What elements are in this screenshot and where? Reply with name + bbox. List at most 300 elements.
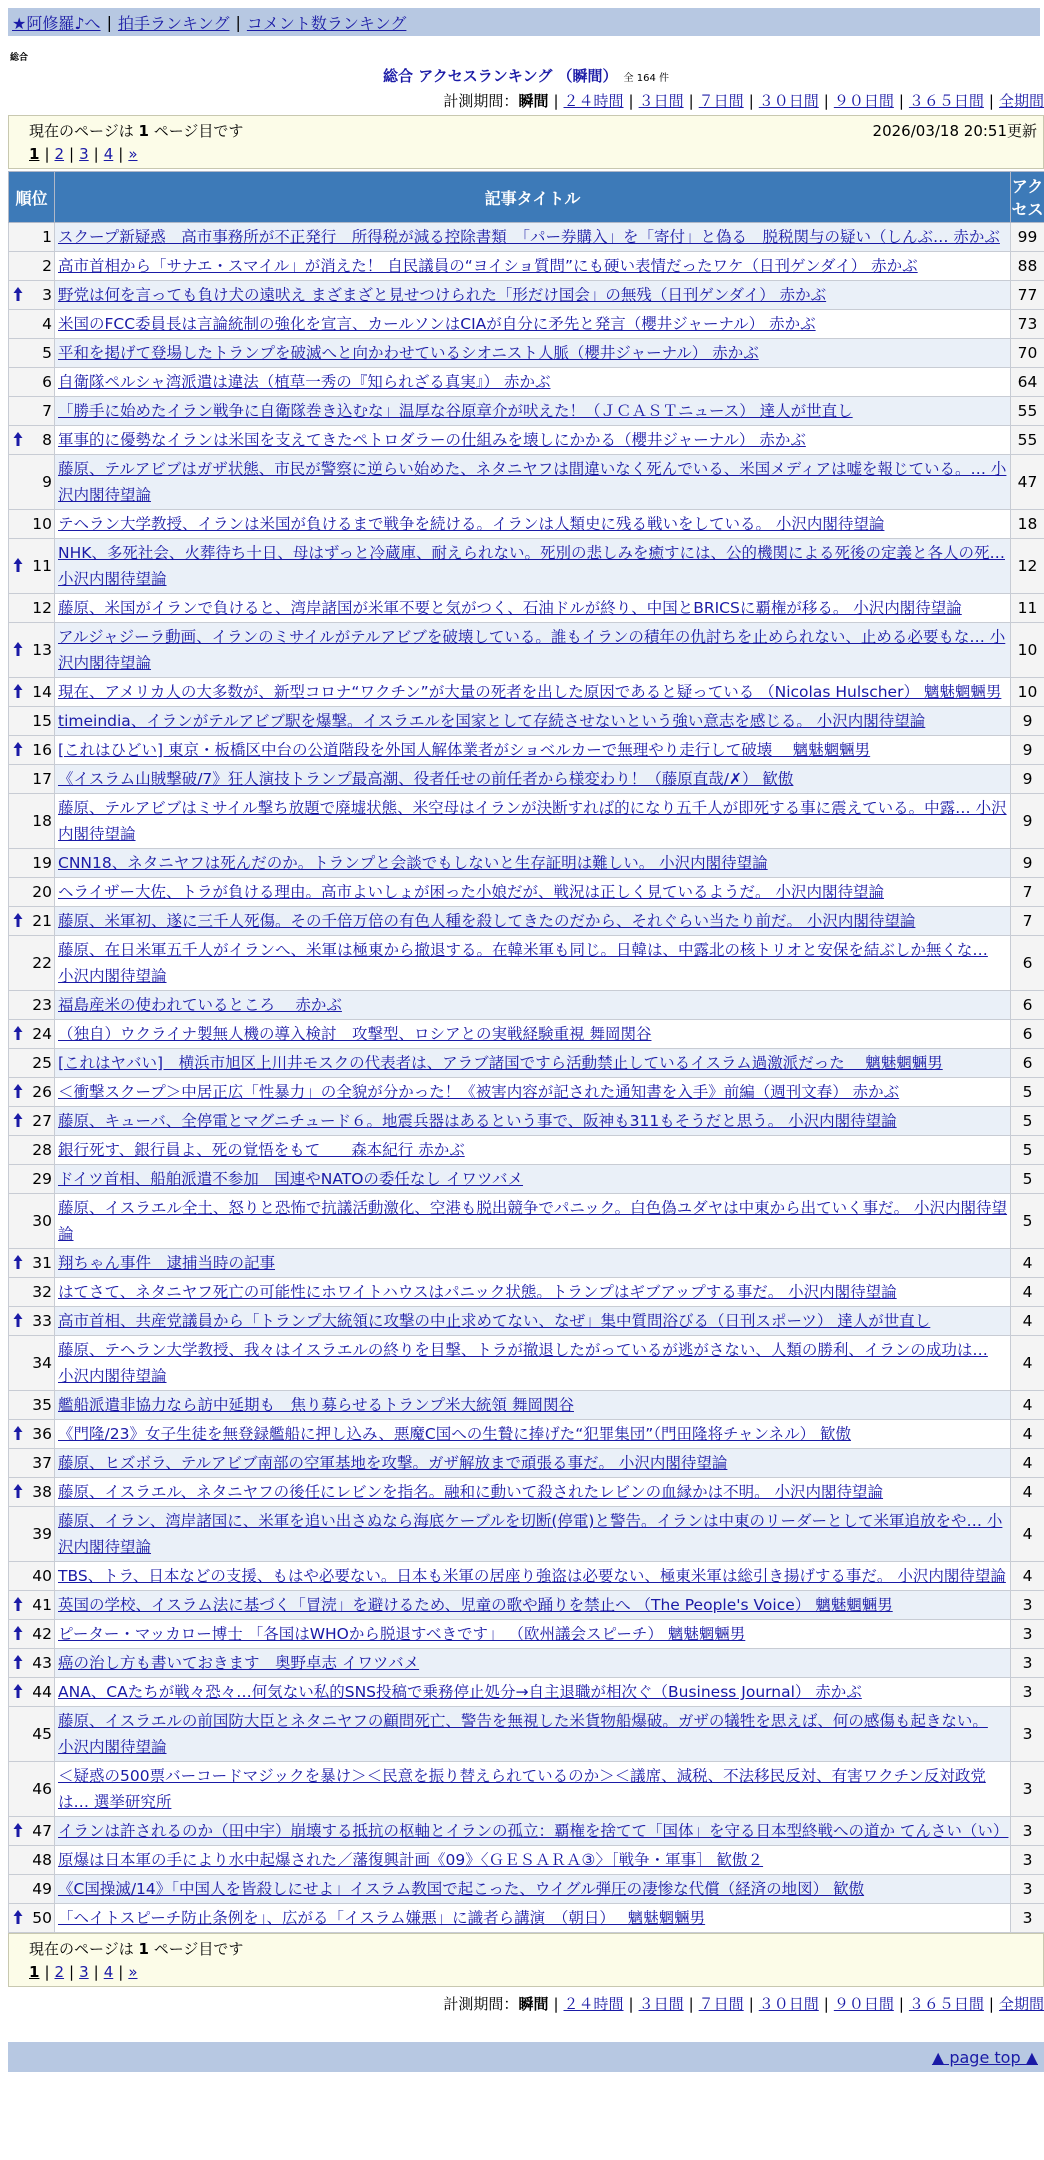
- rank-number: 15: [32, 712, 52, 730]
- rank-cell: [9, 1249, 55, 1278]
- period-option-2[interactable]: ３日間: [639, 92, 684, 110]
- period-separator: |: [749, 1995, 754, 2013]
- title-cell: [55, 991, 1011, 1020]
- article-link[interactable]: 癌の治し方も書いておきます 奥野卓志 イワツバメ: [58, 1654, 419, 1672]
- title-cell: [55, 1846, 1011, 1875]
- period-option-3[interactable]: ７日間: [699, 92, 744, 110]
- article-link[interactable]: 藤原、米軍初、遂に三千人死傷。その千倍万倍の有色人種を殺してきたのだから、それぐらい当たり前だ。 小沢内閣待望論: [58, 912, 915, 930]
- access-count: 4: [1011, 1391, 1044, 1420]
- table-row: [9, 1846, 1044, 1875]
- rank-cell: [9, 678, 55, 707]
- page-link-3[interactable]: 3: [79, 1963, 89, 1981]
- article-link[interactable]: 軍事的に優勢なイランは米国を支えてきたペトロダラーの仕組みを壊しにかかる（櫻井ジャーナル） 赤かぶ: [58, 431, 806, 449]
- pagination-box-top: [8, 115, 1044, 169]
- article-link[interactable]: 翔ちゃん事件 逮捕当時の記事: [58, 1254, 275, 1272]
- table-row: [9, 1507, 1044, 1562]
- page-link-4[interactable]: 4: [104, 145, 114, 163]
- access-count: 6: [1011, 991, 1044, 1020]
- period-option-5[interactable]: ９０日間: [834, 92, 894, 110]
- rank-number: 47: [32, 1822, 52, 1840]
- article-link[interactable]: 《門隆/23》女子生徒を無登録艦船に押し込み、悪魔C国への生贄に捧げた“犯罪集団”（門田隆将チャンネル） 歓傲: [58, 1425, 851, 1443]
- rank-number: 39: [32, 1525, 52, 1543]
- page-links: [29, 142, 1039, 166]
- footer-bar: [8, 2042, 1044, 2072]
- rank-number: 48: [32, 1851, 52, 1869]
- article-link[interactable]: 藤原、米国がイランで負けると、湾岸諸国が米軍不要と気がつく、石油ドルが終り、中国とBRICSに覇権が移る。 小沢内閣待望論: [58, 599, 962, 617]
- title-cell: [55, 368, 1011, 397]
- rank-cell: [9, 339, 55, 368]
- article-link[interactable]: 銀行死す、銀行員よ、死の覚悟をもて 森本紀行 赤かぶ: [58, 1141, 465, 1159]
- rank-number: 37: [32, 1454, 52, 1472]
- access-count: 3: [1011, 1707, 1044, 1762]
- title-cell: [55, 878, 1011, 907]
- access-count: 4: [1011, 1420, 1044, 1449]
- table-row: [9, 678, 1044, 707]
- page-link-3[interactable]: 3: [79, 145, 89, 163]
- article-link[interactable]: （独自）ウクライナ製無人機の導入検討 攻撃型、ロシアとの実戦経験重視 舞岡関谷: [58, 1025, 651, 1043]
- article-link[interactable]: イランは許されるのか（田中宇）崩壊する抵抗の枢軸とイランの孤立：覇権を捨てて「国体」を守る日本型終戦への道か てんさい（い）: [58, 1822, 1008, 1840]
- table-row: [9, 1562, 1044, 1591]
- column-header-title: 記事タイトル: [55, 172, 1011, 223]
- page-link-2[interactable]: 2: [55, 1963, 65, 1981]
- article-link[interactable]: 米国のFCC委員長は言論統制の強化を宣言、カールソンはCIAが自分に矛先と発言（櫻井ジャーナル） 赤かぶ: [58, 315, 816, 333]
- period-separator: |: [553, 92, 558, 110]
- access-count: 5: [1011, 1165, 1044, 1194]
- period-separator: |: [553, 1995, 558, 2013]
- title-cell: [55, 1078, 1011, 1107]
- article-link[interactable]: 原爆は日本軍の手により水中起爆された／藩復興計画《09》〈ＧＥＳＡＲＡ③〉［戦争・軍事］ 歓傲２: [58, 1851, 763, 1869]
- rank-number: 20: [32, 883, 52, 901]
- period-separator: |: [629, 92, 634, 110]
- article-link[interactable]: NHK、多死社会、火葬待ち十日、母はずっと冷蔵庫、耐えられない。死別の悲しみを癒すには、公的機関による死後の定義と各人の死… 小沢内閣待望論: [58, 544, 1005, 588]
- access-count: 3: [1011, 1649, 1044, 1678]
- article-link[interactable]: 藤原、イラン、湾岸諸国に、米軍を追い出さぬなら海底ケーブルを切断(停電)と警告。イランは中東のリーダーとして米軍追放をや… 小沢内閣待望論: [58, 1512, 1002, 1556]
- article-link[interactable]: アルジャジーラ動画、イランのミサイルがテルアビブを破壊している。誰もイランの積年の仇討ちを止められない、止める必要もな… 小沢内閣待望論: [58, 628, 1005, 672]
- article-link[interactable]: 平和を掲げて登場したトランプを破滅へと向かわせているシオニスト人脈（櫻井ジャーナル） 赤かぶ: [58, 344, 759, 362]
- page-top-link[interactable]: ▲ page top ▲: [932, 2048, 1038, 2067]
- article-link[interactable]: [これはひどい] 東京・板橋区中台の公道階段を外国人解体業者がショベルカーで無理やり走行して破壊 魑魅魍魎男: [58, 741, 870, 759]
- title-cell: [55, 794, 1011, 849]
- article-link[interactable]: 現在、アメリカ人の大多数が、新型コロナ“ワクチン”が大量の死者を出した原因であると疑っている （Nicolas Hulscher） 魑魅魍魎男: [58, 683, 1001, 701]
- access-count: 70: [1011, 339, 1044, 368]
- period-option-1[interactable]: ２４時間: [564, 1995, 624, 2013]
- rank-up-arrow-icon: [13, 1025, 23, 1041]
- article-link[interactable]: テヘラン大学教授、イランは米国が負けるまで戦争を続ける。イランは人類史に残る戦いをしている。 小沢内閣待望論: [58, 515, 884, 533]
- title-cell: [55, 594, 1011, 623]
- article-link[interactable]: ANA、CAたちが戦々恐々…何気ない私的SNS投稿で乗務停止処分→自主退職が相次ぐ（Business Journal） 赤かぶ: [58, 1683, 862, 1701]
- current-page-line: [29, 1936, 1039, 1960]
- access-count: 5: [1011, 1194, 1044, 1249]
- table-row: [9, 736, 1044, 765]
- rank-cell: [9, 1817, 55, 1846]
- table-row: [9, 1078, 1044, 1107]
- article-link[interactable]: 野党は何を言っても負け犬の遠吠え まざまざと見せつけられた「形だけ国会」の無残（日刊ゲンダイ） 赤かぶ: [58, 286, 826, 304]
- article-link[interactable]: 艦船派遣非協力なら訪中延期も 焦り募らせるトランプ米大統領 舞岡関谷: [58, 1396, 574, 1414]
- rank-number: 33: [32, 1312, 52, 1330]
- rank-up-arrow-icon: [13, 741, 23, 757]
- access-count: 3: [1011, 1762, 1044, 1817]
- period-separator: |: [824, 1995, 829, 2013]
- rank-number: 5: [42, 344, 52, 362]
- table-row: [9, 594, 1044, 623]
- applause-ranking-link[interactable]: 拍手ランキング: [118, 11, 230, 34]
- rank-cell: [9, 1307, 55, 1336]
- article-link[interactable]: 「ヘイトスピーチ防止条例を」、広がる「イスラム嫌悪」に識者ら講演 （朝日） 魑魅魍魎男: [58, 1909, 705, 1927]
- table-row: [9, 1762, 1044, 1817]
- title-cell: [55, 1817, 1011, 1846]
- access-count: 18: [1011, 510, 1044, 539]
- rank-up-arrow-icon: [13, 912, 23, 928]
- current-page-text: [29, 1938, 243, 1959]
- access-count: 64: [1011, 368, 1044, 397]
- article-link[interactable]: ドイツ首相、船舶派遣不参加 国連やNATOの委任なし イワツバメ: [58, 1170, 523, 1188]
- rank-number: 44: [32, 1683, 52, 1701]
- period-option-4[interactable]: ３０日間: [759, 92, 819, 110]
- rank-cell: [9, 1507, 55, 1562]
- column-header-access: アクセス: [1011, 172, 1044, 223]
- title-cell: [55, 678, 1011, 707]
- page-link-2[interactable]: 2: [55, 145, 65, 163]
- article-link[interactable]: 「勝手に始めたイラン戦争に自衛隊巻き込むな」温厚な谷原章介が吠えた！（ＪＣＡＳＴニュース） 達人が世直し: [58, 402, 853, 420]
- rank-number: 50: [32, 1909, 52, 1927]
- current-page-number: 1: [138, 1940, 148, 1958]
- access-count: 6: [1011, 1020, 1044, 1049]
- table-row: [9, 426, 1044, 455]
- rank-up-arrow-icon: [13, 1683, 23, 1699]
- table-row: [9, 1049, 1044, 1078]
- table-row: [9, 223, 1044, 252]
- title-cell: [55, 736, 1011, 765]
- rank-number: 42: [32, 1625, 52, 1643]
- title-cell: [55, 510, 1011, 539]
- page-separator: |: [94, 1963, 99, 1981]
- rank-cell: [9, 1762, 55, 1817]
- rank-number: 12: [32, 599, 52, 617]
- period-option-7[interactable]: 全期間: [999, 1995, 1044, 2013]
- access-count: 10: [1011, 678, 1044, 707]
- article-link[interactable]: [これはヤバい] 横浜市旭区上川井モスクの代表者は、アラブ諸国ですら活動禁止しているイスラム過激派だった 魑魅魍魎男: [58, 1054, 943, 1072]
- access-count: 5: [1011, 1107, 1044, 1136]
- access-count: 3: [1011, 1875, 1044, 1904]
- title-cell: [55, 281, 1011, 310]
- rank-cell: [9, 1449, 55, 1478]
- rank-up-arrow-icon: [13, 1909, 23, 1925]
- article-link[interactable]: 藤原、在日米軍五千人がイランへ、米軍は極東から撤退する。在韓米軍も同じ。日韓は、中露北の核トリオと安保を結ぶしか無くな… 小沢内閣待望論: [58, 941, 988, 985]
- access-count: 3: [1011, 1846, 1044, 1875]
- rank-cell: [9, 1562, 55, 1591]
- rank-cell: [9, 455, 55, 510]
- ranking-title: 総合 アクセスランキング （瞬間）: [383, 67, 618, 85]
- period-separator: |: [689, 92, 694, 110]
- rank-cell: [9, 736, 55, 765]
- rank-number: 27: [32, 1112, 52, 1130]
- period-label: 計測期間：: [443, 92, 518, 110]
- period-option-4[interactable]: ３０日間: [759, 1995, 819, 2013]
- rank-cell: [9, 281, 55, 310]
- current-page-number: 1: [138, 122, 148, 140]
- rank-number: 7: [42, 402, 52, 420]
- rank-cell: [9, 310, 55, 339]
- period-separator: |: [989, 1995, 994, 2013]
- article-link[interactable]: ヘライザー大佐、トラが負ける理由。高市よいしょが困った小娘だが、戦況は正しく見ているようだ。 小沢内閣待望論: [58, 883, 884, 901]
- access-count: 5: [1011, 1078, 1044, 1107]
- period-option-1[interactable]: ２４時間: [564, 92, 624, 110]
- access-count: 4: [1011, 1278, 1044, 1307]
- rank-number: 2: [42, 257, 52, 275]
- rank-up-arrow-icon: [13, 1425, 23, 1441]
- access-count: 4: [1011, 1249, 1044, 1278]
- title-cell: [55, 1649, 1011, 1678]
- rank-up-arrow-icon: [13, 1083, 23, 1099]
- access-count: 4: [1011, 1562, 1044, 1591]
- table-row: [9, 794, 1044, 849]
- title-cell: [55, 223, 1011, 252]
- period-option-5[interactable]: ９０日間: [834, 1995, 894, 2013]
- rank-cell: [9, 849, 55, 878]
- comment-ranking-link[interactable]: コメント数ランキング: [247, 11, 407, 34]
- table-row: [9, 368, 1044, 397]
- title-cell: [55, 1049, 1011, 1078]
- rank-number: 4: [42, 315, 52, 333]
- title-cell: [55, 1904, 1011, 1933]
- title-cell: [55, 1449, 1011, 1478]
- rank-number: 46: [32, 1780, 52, 1798]
- article-link[interactable]: 英国の学校、イスラム法に基づく「冒涜」を避けるため、児童の歌や踊りを禁止へ （The People's Voice） 魑魅魍魎男: [58, 1596, 893, 1614]
- table-row: [9, 1591, 1044, 1620]
- access-count: 5: [1011, 1136, 1044, 1165]
- title-cell: [55, 1420, 1011, 1449]
- article-link[interactable]: 藤原、テルアビブはミサイル撃ち放題で廃墟状態、米空母はイランが決断すれば的になり五千人が即死する事に震えている。中露… 小沢内閣待望論: [58, 799, 1007, 843]
- article-link[interactable]: 《C国操滅/14》「中国人を皆殺しにせよ」イスラム教国で起こった、ウイグル弾圧の凄惨な代償（経済の地図） 歓傲: [58, 1880, 864, 1898]
- rank-number: 19: [32, 854, 52, 872]
- access-count: 99: [1011, 223, 1044, 252]
- title-cell: [55, 1278, 1011, 1307]
- article-link[interactable]: ＜疑惑の500票バーコードマジックを暴け＞＜民意を振り替えられているのか＞＜議席、減税、不法移民反対、有害ワクチン反対政党は… 選挙研究所: [58, 1767, 986, 1811]
- rank-number: 14: [32, 683, 52, 701]
- rank-up-arrow-icon: [13, 1654, 23, 1670]
- table-row: [9, 878, 1044, 907]
- rank-number: 23: [32, 996, 52, 1014]
- rank-cell: [9, 1049, 55, 1078]
- period-option-6[interactable]: ３６５日間: [909, 92, 984, 110]
- article-link[interactable]: スクープ新疑惑 高市事務所が不正発行 所得税が減る控除書類 「パー券購入」を「寄付」と偽る 脱税関与の疑い（しんぶ… 赤かぶ: [58, 228, 1000, 246]
- article-link[interactable]: 福島産米の使われているところ 赤かぶ: [58, 996, 342, 1014]
- rank-up-arrow-icon: [13, 557, 23, 573]
- title-cell: [55, 849, 1011, 878]
- rank-cell: [9, 223, 55, 252]
- period-option-6[interactable]: ３６５日間: [909, 1995, 984, 2013]
- rank-cell: [9, 1107, 55, 1136]
- article-link[interactable]: 藤原、イスラエルの前国防大臣とネタニヤフの顧問死亡、警告を無視した米貨物船爆破。ガザの犠牲を思えば、何の感傷も起きない。 小沢内閣待望論: [58, 1712, 988, 1756]
- period-option-2[interactable]: ３日間: [639, 1995, 684, 2013]
- page-links: [29, 1960, 1039, 1984]
- table-row: [9, 455, 1044, 510]
- title-cell: [55, 1391, 1011, 1420]
- rank-number: 17: [32, 770, 52, 788]
- rank-number: 10: [32, 515, 52, 533]
- rank-cell: [9, 1278, 55, 1307]
- period-option-3[interactable]: ７日間: [699, 1995, 744, 2013]
- rank-cell: [9, 1194, 55, 1249]
- rank-up-arrow-icon: [13, 683, 23, 699]
- rank-number: 35: [32, 1396, 52, 1414]
- current-page-text: [29, 120, 243, 141]
- rank-cell: [9, 1846, 55, 1875]
- access-count: 9: [1011, 707, 1044, 736]
- article-link[interactable]: 藤原、キューバ、全停電とマグニチュード６。地震兵器はあるという事で、阪神も311もそうだと思う。 小沢内閣待望論: [58, 1112, 897, 1130]
- ranking-table-body: [9, 223, 1044, 1933]
- table-row: [9, 1678, 1044, 1707]
- access-count: 9: [1011, 794, 1044, 849]
- access-count: 3: [1011, 1817, 1044, 1846]
- article-link[interactable]: ピーター・マッカロー博士 「各国はWHOから脱退すべきです」 （欧州議会スピーチ） 魑魅魍魎男: [58, 1625, 745, 1643]
- rank-number: 6: [42, 373, 52, 391]
- access-count: 7: [1011, 878, 1044, 907]
- title-cell: [55, 1562, 1011, 1591]
- rank-number: 18: [32, 812, 52, 830]
- period-separator: |: [749, 92, 754, 110]
- access-count: 4: [1011, 1478, 1044, 1507]
- rank-number: 13: [32, 641, 52, 659]
- rank-number: 41: [32, 1596, 52, 1614]
- rank-number: 34: [32, 1354, 52, 1372]
- article-link[interactable]: 高市首相、共産党議員から「トランプ大統領に攻撃の中止求めてない、なぜ」集中質問浴びる（日刊スポーツ） 達人が世直し: [58, 1312, 930, 1330]
- next-page-link[interactable]: »: [128, 145, 137, 163]
- current-page-suffix: ページ目です: [154, 122, 244, 140]
- rank-number: 22: [32, 954, 52, 972]
- article-link[interactable]: 藤原、イスラエル全土、怒りと恐怖で抗議活動激化、空港も脱出競争でパニック。白色偽ユダヤは中東から出ていく事だ。 小沢内閣待望論: [58, 1199, 1007, 1243]
- access-count: 9: [1011, 736, 1044, 765]
- rank-cell: [9, 907, 55, 936]
- rank-cell: [9, 765, 55, 794]
- access-count: 4: [1011, 1307, 1044, 1336]
- title-cell: [55, 310, 1011, 339]
- rank-up-arrow-icon: [13, 431, 23, 447]
- article-link[interactable]: 藤原、テヘラン大学教授、我々はイスラエルの終りを目撃、トラが撤退したがっているが逃がさない、人類の勝利、イランの成功は… 小沢内閣待望論: [58, 1341, 988, 1385]
- rank-number: 24: [32, 1025, 52, 1043]
- rank-cell: [9, 1478, 55, 1507]
- table-row: [9, 1249, 1044, 1278]
- rank-number: 43: [32, 1654, 52, 1672]
- table-row: [9, 397, 1044, 426]
- rank-cell: [9, 1336, 55, 1391]
- rank-up-arrow-icon: [13, 1625, 23, 1641]
- page-separator: |: [94, 145, 99, 163]
- rank-cell: [9, 594, 55, 623]
- ranking-table: [8, 171, 1044, 1933]
- article-link[interactable]: 藤原、ヒズボラ、テルアビブ南部の空軍基地を攻撃。ガザ解放まで頑張る事だ。 小沢内閣待望論: [58, 1454, 727, 1472]
- article-link[interactable]: はてさて、ネタニヤフ死亡の可能性にホワイトハウスはパニック状態。トランプはギブアップする事だ。 小沢内閣待望論: [58, 1283, 897, 1301]
- rank-number: 1: [42, 228, 52, 246]
- table-row: [9, 1020, 1044, 1049]
- rank-number: 26: [32, 1083, 52, 1101]
- table-row: [9, 510, 1044, 539]
- article-link[interactable]: 藤原、イスラエル、ネタニヤフの後任にレビンを指名。融和に動いて殺されたレビンの血縁かは不明。 小沢内閣待望論: [58, 1483, 883, 1501]
- title-cell: [55, 1875, 1011, 1904]
- title-cell: [55, 455, 1011, 510]
- rank-number: 29: [32, 1170, 52, 1188]
- next-page-link[interactable]: »: [128, 1963, 137, 1981]
- access-count: 6: [1011, 1049, 1044, 1078]
- rank-up-arrow-icon: [13, 1312, 23, 1328]
- home-link[interactable]: ★阿修羅♪へ: [12, 11, 101, 34]
- rank-number: 11: [32, 557, 52, 575]
- article-link[interactable]: CNN18、ネタニヤフは死んだのか。トランプと会談でもしないと生存証明は難しい。 小沢内閣待望論: [58, 854, 768, 872]
- period-separator: |: [689, 1995, 694, 2013]
- page-title: [8, 65, 1044, 86]
- page-link-4[interactable]: 4: [104, 1963, 114, 1981]
- title-cell: [55, 397, 1011, 426]
- period-label: 計測期間：: [443, 1995, 518, 2013]
- rank-number: 49: [32, 1880, 52, 1898]
- page-separator: |: [44, 1963, 49, 1981]
- article-link[interactable]: ＜衝撃スクープ＞中居正広「性暴力」の全貌が分かった！《被害内容が記された通知書を入手》前編（週刊文春） 赤かぶ: [58, 1083, 899, 1101]
- rank-number: 8: [42, 431, 52, 449]
- period-separator: |: [899, 92, 904, 110]
- article-link[interactable]: TBS、トラ、日本などの支援、もはや必要ない。日本も米軍の居座り強盗は必要ない、極東米軍は総引き揚げする事だ。 小沢内閣待望論: [58, 1567, 1006, 1585]
- title-cell: [55, 339, 1011, 368]
- rank-cell: [9, 1591, 55, 1620]
- access-count: 4: [1011, 1507, 1044, 1562]
- period-separator: |: [824, 92, 829, 110]
- title-cell: [55, 707, 1011, 736]
- pagination-box-bottom: [8, 1933, 1044, 1987]
- title-cell: [55, 765, 1011, 794]
- rank-number: 9: [42, 473, 52, 491]
- period-option-7[interactable]: 全期間: [999, 92, 1044, 110]
- rank-cell: [9, 1136, 55, 1165]
- article-link[interactable]: 高市首相から「サナエ・スマイル」が消えた！ 自民議員の“ヨイショ質問”にも硬い表情だったワケ（日刊ゲンダイ） 赤かぶ: [58, 257, 918, 275]
- title-cell: [55, 1194, 1011, 1249]
- rank-up-arrow-icon: [13, 1112, 23, 1128]
- rank-number: 16: [32, 741, 52, 759]
- access-count: 4: [1011, 1336, 1044, 1391]
- table-row: [9, 1391, 1044, 1420]
- rank-up-arrow-icon: [13, 1596, 23, 1612]
- table-row: [9, 991, 1044, 1020]
- table-row: [9, 1649, 1044, 1678]
- current-page-suffix: ページ目です: [154, 1940, 244, 1958]
- article-link[interactable]: 藤原、テルアビブはガザ状態、市民が警察に逆らい始めた、ネタニヤフは間違いなく死んでいる、米国メディアは嘘を報じている。… 小沢内閣待望論: [58, 460, 1006, 504]
- article-link[interactable]: 自衛隊ペルシャ湾派遣は違法（植草一秀の『知られざる真実』） 赤かぶ: [58, 373, 550, 391]
- rank-cell: [9, 368, 55, 397]
- access-count: 47: [1011, 455, 1044, 510]
- period-current: 瞬間: [518, 1995, 548, 2013]
- access-count: 10: [1011, 623, 1044, 678]
- rank-cell: [9, 623, 55, 678]
- rank-cell: [9, 252, 55, 281]
- title-cell: [55, 1165, 1011, 1194]
- table-row: [9, 849, 1044, 878]
- page-separator: |: [118, 145, 123, 163]
- current-page-prefix: 現在のページは: [29, 1940, 134, 1958]
- article-link[interactable]: 《イスラム山賊撃破/7》狂人演技トランプ最高潮、役者任せの前任者から様変わり！（藤原直哉/✗） 歓傲: [58, 770, 793, 788]
- category-label: 総合: [10, 50, 1044, 63]
- title-cell: [55, 1020, 1011, 1049]
- rank-number: 38: [32, 1483, 52, 1501]
- table-row: [9, 1194, 1044, 1249]
- rank-cell: [9, 539, 55, 594]
- rank-up-arrow-icon: [13, 1822, 23, 1838]
- rank-cell: [9, 1020, 55, 1049]
- rank-up-arrow-icon: [13, 641, 23, 657]
- access-count: 55: [1011, 426, 1044, 455]
- title-cell: [55, 936, 1011, 991]
- article-link[interactable]: timeindia、イランがテルアビブ駅を爆撃。イスラエルを国家として存続させないという強い意志を感じる。 小沢内閣待望論: [58, 712, 925, 730]
- rank-cell: [9, 1391, 55, 1420]
- table-row: [9, 1420, 1044, 1449]
- title-cell: [55, 623, 1011, 678]
